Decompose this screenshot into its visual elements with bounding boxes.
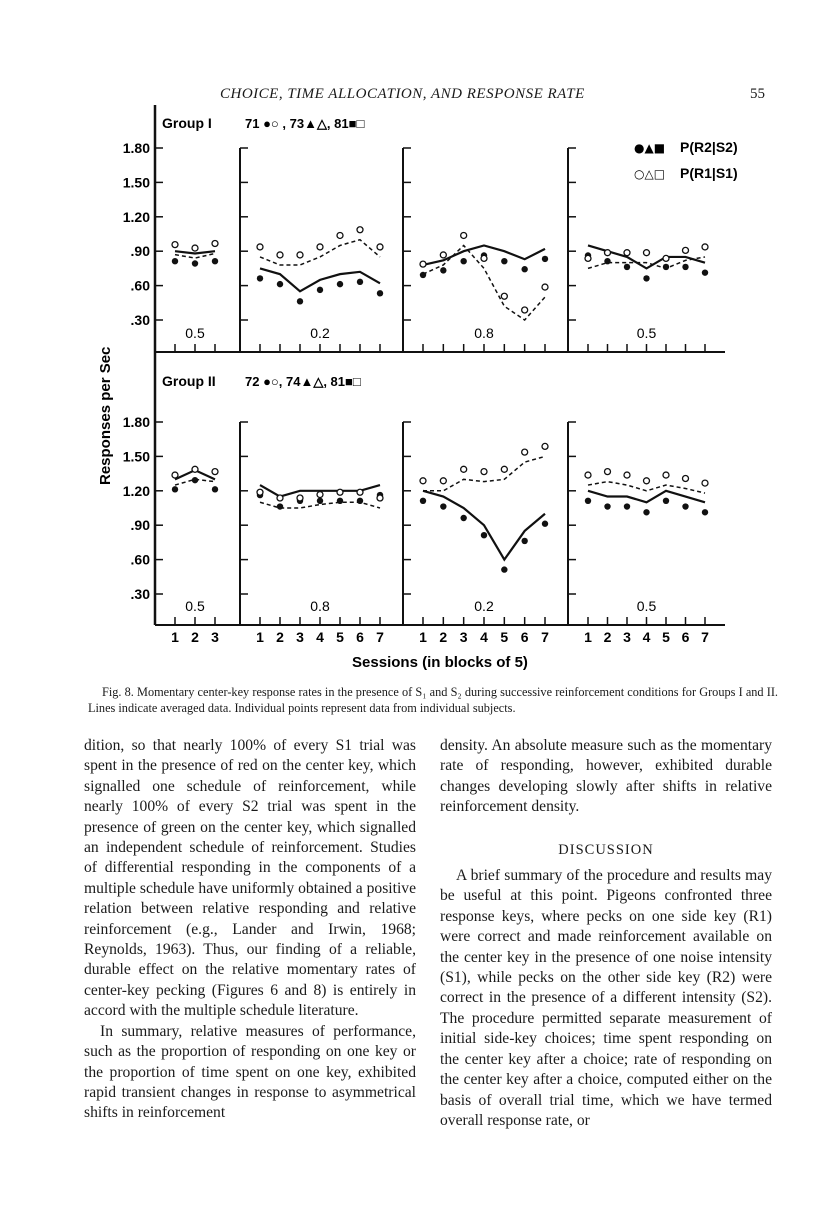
data-point-open	[357, 489, 363, 495]
x-tick-label: 5	[500, 629, 509, 645]
averaged-line-s2	[588, 491, 705, 502]
figure-caption: Fig. 8. Momentary center-key response rates in the presence of S₁ and S₂ during successive reinforcement conditions for Groups I and II. Lines indicate averaged data. Individual points represent data from individual subjects.	[88, 685, 778, 715]
data-point-open	[357, 227, 363, 233]
data-point-filled	[357, 279, 363, 285]
data-point-filled	[643, 509, 649, 515]
data-point-filled	[172, 486, 178, 492]
data-point-open	[585, 255, 591, 261]
x-tick-label: 6	[520, 629, 529, 645]
data-point-filled	[277, 281, 283, 287]
data-point-filled	[420, 272, 426, 278]
data-point-open	[212, 240, 218, 246]
y-tick-label: 1.20	[122, 482, 150, 499]
x-tick-label: 4	[316, 629, 324, 645]
y-tick-label: .30	[130, 312, 150, 328]
x-tick-label: 7	[701, 629, 709, 645]
data-point-open	[337, 489, 343, 495]
data-point-filled	[663, 264, 669, 270]
data-point-filled	[277, 503, 283, 509]
data-point-filled	[212, 486, 218, 492]
data-point-filled	[481, 532, 487, 538]
data-point-open	[277, 495, 283, 501]
data-point-filled	[317, 498, 323, 504]
data-point-filled	[624, 264, 630, 270]
y-tick-label: 1.50	[122, 174, 150, 191]
x-tick-label: 2	[439, 629, 448, 645]
data-point-filled	[357, 498, 363, 504]
group-1-subjects: 71 ●○ , 73▲△, 81■□	[245, 116, 365, 131]
x-tick-label: 3	[459, 629, 468, 645]
data-point-filled	[192, 260, 198, 266]
data-point-filled	[501, 258, 507, 264]
x-tick-label: 4	[480, 629, 488, 645]
data-point-open	[683, 247, 689, 253]
data-point-open	[440, 478, 446, 484]
data-point-filled	[337, 498, 343, 504]
y-tick-label: .30	[130, 586, 150, 602]
data-point-filled	[521, 538, 527, 544]
group-1-label: Group I	[162, 115, 212, 131]
paragraph: A brief summary of the procedure and results may be useful at this point. Pigeons confronted three response keys, where pecks on one side key (R1) were correct and made reinforcement available on the center key in the presence of one noise intensity (S1), while pecks on the other side key (R2) were correct in the presence of a different intensity (S2). The procedure permitted separate measurement of initial side-key choices; time spent responding on the center key after a choice; rate of responding on the center key after a choice, computed either on the basis of overall trial time, which we have termed overall response rate, or	[440, 867, 772, 1129]
data-point-open	[317, 492, 323, 498]
legend-filled-label: P(R2|S2)	[680, 139, 738, 155]
data-point-open	[683, 476, 689, 482]
data-point-filled	[460, 515, 466, 521]
data-point-filled	[257, 275, 263, 281]
data-point-open	[172, 472, 178, 478]
data-point-filled	[440, 267, 446, 273]
y-tick-label: .90	[130, 517, 150, 534]
x-tick-label: 2	[603, 629, 612, 645]
group-2-label: Group II	[162, 373, 216, 389]
data-point-open	[297, 495, 303, 501]
data-point-open	[522, 449, 528, 455]
data-point-open	[605, 250, 611, 256]
paragraph: dition, so that nearly 100% of every S1 trial was spent in the presence of red on the center key, which signalled one schedule of reinforcement, while nearly 100% of every S2 trial was spent in the presence of green on the center key, which signalled an independent schedule of reinforcement. Studies of differential responding in the components of a multiple schedule have uniformly obtained a positive relation between relative responding and relative reinforcement (e.g., Lander and Irwin, 1968; Reynolds, 1963). Thus, our finding of a reliable, durable effect on the relative momentary rates of center-key pecking (Figures 6 and 8) is entirely in accord with the multiple schedule literature.	[84, 737, 416, 1020]
data-point-filled	[542, 256, 548, 262]
data-point-open	[192, 245, 198, 251]
x-tick-label: 5	[336, 629, 344, 645]
data-point-filled	[643, 275, 649, 281]
condition-label: 0.2	[474, 598, 494, 614]
data-point-filled	[192, 477, 198, 483]
data-point-filled	[212, 258, 218, 264]
data-point-open	[377, 244, 383, 250]
data-point-open	[440, 252, 446, 258]
data-point-filled	[702, 269, 708, 275]
left-column	[84, 736, 416, 1124]
data-point-open	[644, 250, 650, 256]
data-point-filled	[663, 498, 669, 504]
x-tick-label: 2	[191, 629, 199, 645]
data-point-open	[461, 466, 467, 472]
data-point-open	[461, 232, 467, 238]
section-heading-discussion: DISCUSSION	[558, 841, 654, 858]
data-point-filled	[172, 258, 178, 264]
y-tick-label: .60	[130, 551, 150, 568]
y-tick-label: 1.20	[122, 208, 150, 225]
data-point-open	[663, 472, 669, 478]
legend-open-symbols: ○△□	[634, 167, 666, 181]
x-tick-label: 7	[541, 629, 549, 645]
legend-open-label: P(R1|S1)	[680, 165, 738, 181]
data-point-open	[277, 252, 283, 258]
data-point-filled	[317, 287, 323, 293]
data-point-open	[337, 232, 343, 238]
x-tick-label: 1	[256, 629, 264, 645]
group-2-subjects: 72 ●○, 74▲△, 81■□	[245, 374, 361, 389]
data-point-open	[481, 469, 487, 475]
data-point-filled	[604, 503, 610, 509]
data-point-open	[542, 443, 548, 449]
x-tick-label: 2	[276, 629, 284, 645]
data-point-open	[420, 261, 426, 267]
x-tick-label: 4	[642, 629, 651, 645]
x-tick-label: 1	[419, 629, 427, 645]
data-point-open	[644, 478, 650, 484]
data-point-filled	[604, 258, 610, 264]
data-point-open	[501, 466, 507, 472]
x-tick-label: 6	[356, 629, 364, 645]
data-point-open	[257, 489, 263, 495]
data-point-open	[522, 307, 528, 313]
y-axis-label: Responses per Sec	[97, 346, 114, 485]
data-point-open	[702, 244, 708, 250]
data-point-open	[501, 293, 507, 299]
data-point-open	[257, 244, 263, 250]
paragraph: density. An absolute measure such as the momentary rate of responding, however, exhibited durable changes developing slowly after shifts in relative reinforcement density.	[440, 737, 772, 816]
data-point-filled	[702, 509, 708, 515]
y-tick-label: .60	[130, 277, 150, 294]
data-point-filled	[337, 281, 343, 287]
data-point-open	[481, 255, 487, 261]
x-axis-label: Sessions (in blocks of 5)	[352, 654, 528, 671]
data-point-filled	[585, 498, 591, 504]
data-point-filled	[440, 503, 446, 509]
condition-label: 0.5	[185, 325, 205, 341]
data-point-open	[624, 250, 630, 256]
data-point-open	[420, 478, 426, 484]
right-column	[440, 736, 772, 1131]
x-tick-label: 1	[171, 629, 179, 645]
running-head: CHOICE, TIME ALLOCATION, AND RESPONSE RATE	[220, 86, 585, 102]
condition-label: 0.5	[636, 325, 657, 341]
x-tick-label: 3	[211, 629, 219, 645]
data-point-filled	[501, 566, 507, 572]
data-point-filled	[460, 258, 466, 264]
data-point-filled	[420, 498, 426, 504]
condition-label: 0.8	[474, 325, 494, 341]
data-point-open	[317, 244, 323, 250]
y-tick-label: 1.80	[122, 140, 150, 156]
x-tick-label: 1	[584, 629, 592, 645]
x-tick-label: 6	[681, 629, 690, 645]
averaged-line-s2	[423, 491, 545, 560]
data-point-open	[702, 480, 708, 486]
data-point-filled	[682, 503, 688, 509]
data-point-open	[377, 495, 383, 501]
data-point-open	[585, 472, 591, 478]
data-point-filled	[682, 264, 688, 270]
data-point-open	[624, 472, 630, 478]
paragraph: In summary, relative measures of performance, such as the proportion of responding on one key or the proportion of time spent on one key, exhibited rapid transient changes in response to asymmetrical shifts in reinforcement	[84, 1022, 416, 1122]
condition-label: 0.5	[636, 598, 657, 614]
x-tick-label: 3	[296, 629, 304, 645]
data-point-open	[542, 284, 548, 290]
data-point-open	[212, 469, 218, 475]
data-point-filled	[624, 503, 630, 509]
condition-label: 0.5	[185, 598, 205, 614]
data-point-open	[605, 469, 611, 475]
data-point-open	[172, 242, 178, 248]
y-tick-label: .90	[130, 243, 150, 260]
y-tick-label: 1.80	[122, 414, 150, 430]
data-point-open	[192, 466, 198, 472]
data-point-filled	[542, 521, 548, 527]
data-point-filled	[377, 290, 383, 296]
x-tick-label: 3	[623, 629, 631, 645]
data-point-filled	[297, 298, 303, 304]
data-point-filled	[521, 266, 527, 272]
y-tick-label: 1.50	[122, 448, 150, 465]
page-number: 55	[750, 86, 765, 102]
x-tick-label: 5	[662, 629, 670, 645]
x-tick-label: 7	[376, 629, 384, 645]
condition-label: 0.8	[310, 598, 330, 614]
data-point-open	[297, 252, 303, 258]
condition-label: 0.2	[310, 325, 330, 341]
data-point-open	[663, 255, 669, 261]
legend-filled-symbols: ●▲■	[634, 141, 666, 155]
